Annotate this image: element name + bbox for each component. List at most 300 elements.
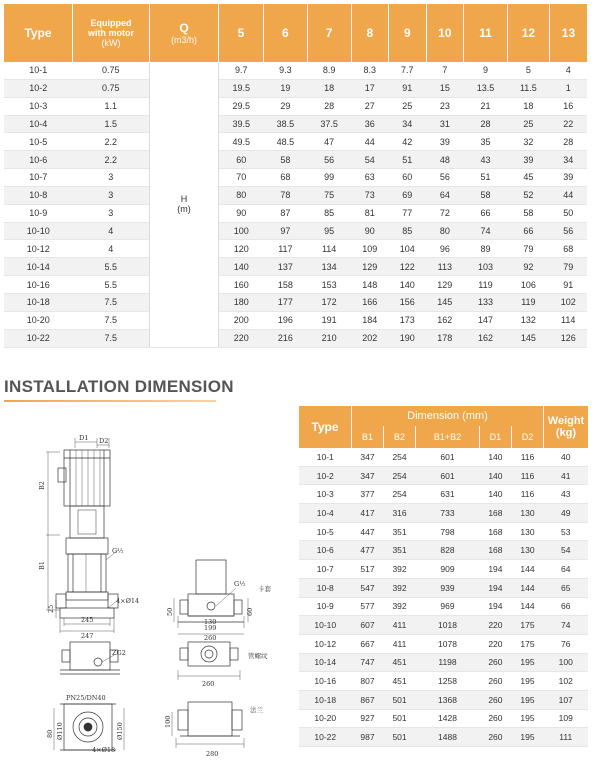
dim-cell-b1: 377: [352, 485, 384, 504]
perf-cell-head: 9.3: [264, 62, 308, 79]
perf-cell-motor: 7.5: [73, 311, 150, 329]
label-pn: PN25/DN40: [66, 694, 106, 702]
label-g-half2: G½: [234, 580, 246, 588]
installation-drawing: [0, 410, 295, 764]
perf-cell-type: 10-9: [4, 204, 73, 222]
perf-cell-head: 90: [219, 204, 264, 222]
dim-cell-d2: 130: [511, 522, 543, 541]
dim-cell-b2: 351: [384, 541, 416, 560]
q-unit: (m3/h): [170, 35, 197, 45]
dim-cell-b1b2: 828: [416, 541, 480, 560]
dim-cell-type: 10-2: [299, 466, 352, 485]
dim-cell-b1: 927: [352, 709, 384, 728]
perf-cell-head: 126: [549, 329, 587, 347]
perf-cell-head: 140: [389, 276, 427, 294]
perf-cell-head: 29: [264, 97, 308, 115]
dim-cell-d1: 168: [479, 522, 511, 541]
dim-cell-d2: 144: [511, 560, 543, 579]
dim-cell-b1b2: 939: [416, 578, 480, 597]
dim-cell-weight: 54: [544, 541, 589, 560]
dim-cell-type: 10-9: [299, 597, 352, 616]
dim-cell-d1: 194: [479, 578, 511, 597]
perf-cell-motor: 0.75: [73, 79, 150, 97]
perf-cell-head: 36: [351, 115, 389, 133]
dim-row: [299, 597, 588, 616]
dim-cell-b1: 667: [352, 634, 384, 653]
perf-cell-head: 58: [464, 186, 508, 204]
motor-line1: Equipped: [90, 18, 132, 28]
dim-cell-d2: 130: [511, 504, 543, 523]
label-flange: 法兰: [250, 706, 263, 714]
dim-cell-type: 10-3: [299, 485, 352, 504]
dim-cell-b1: 417: [352, 504, 384, 523]
dim-row: [299, 653, 588, 672]
perf-cell-head: 91: [549, 276, 587, 294]
dim-row: [299, 504, 588, 523]
perf-row: [4, 97, 587, 115]
perf-cell-head: 148: [351, 276, 389, 294]
perf-cell-head: 91: [389, 79, 427, 97]
dim-row: [299, 578, 588, 597]
dim-cell-b1b2: 1488: [416, 728, 480, 747]
perf-cell-head: 113: [426, 258, 464, 276]
perf-cell-head: 75: [307, 186, 351, 204]
perf-cell-head: 18: [507, 97, 549, 115]
perf-cell-motor: 3: [73, 204, 150, 222]
dim-cell-d1: 194: [479, 560, 511, 579]
perf-cell-head: 16: [549, 97, 587, 115]
perf-cell-head: 66: [507, 222, 549, 240]
perf-cell-type: 10-2: [4, 79, 73, 97]
perf-row: [4, 258, 587, 276]
dim-cell-b1: 987: [352, 728, 384, 747]
perf-cell-head: 119: [507, 293, 549, 311]
perf-row: [4, 293, 587, 311]
perf-cell-head: 25: [507, 115, 549, 133]
perf-row: [4, 276, 587, 294]
perf-cell-head: 132: [507, 311, 549, 329]
perf-header-q: [150, 4, 219, 62]
dim-cell-b1: 577: [352, 597, 384, 616]
dim-cell-type: 10-14: [299, 653, 352, 672]
dim-cell-weight: 74: [544, 616, 589, 635]
dim-cell-weight: 64: [544, 560, 589, 579]
perf-cell-head: 9.7: [219, 62, 264, 79]
perf-cell-head: 129: [426, 276, 464, 294]
perf-cell-head: 92: [507, 258, 549, 276]
perf-cell-motor: 0.75: [73, 62, 150, 79]
perf-cell-motor: 4: [73, 222, 150, 240]
dim-cell-d2: 175: [511, 634, 543, 653]
perf-cell-head: 15: [426, 79, 464, 97]
flow-header: 9: [389, 4, 427, 62]
perf-cell-type: 10-20: [4, 311, 73, 329]
perf-row: [4, 151, 587, 169]
perf-cell-head: 173: [389, 311, 427, 329]
label-g-half: G½: [112, 547, 124, 555]
perf-cell-motor: 3: [73, 169, 150, 187]
dim-cell-b1b2: 909: [416, 560, 480, 579]
dim-header-weight: [544, 406, 589, 448]
perf-cell-type: 10-22: [4, 329, 73, 347]
label-247: 247: [81, 632, 94, 640]
perf-cell-motor: 7.5: [73, 329, 150, 347]
dim-cell-type: 10-16: [299, 672, 352, 691]
dim-cell-b1: 347: [352, 448, 384, 466]
dim-col-d2: D2: [511, 426, 543, 448]
perf-cell-head: 64: [426, 186, 464, 204]
perf-cell-head: 27: [351, 97, 389, 115]
perf-cell-head: 28: [464, 115, 508, 133]
dim-row: [299, 728, 588, 747]
motor-unit: (kW): [101, 38, 121, 48]
flange-view: [54, 702, 244, 750]
dim-cell-b2: 451: [384, 672, 416, 691]
dim-cell-weight: 66: [544, 597, 589, 616]
dim-cell-b2: 254: [384, 466, 416, 485]
perf-cell-head: 106: [507, 276, 549, 294]
perf-cell-head: 102: [549, 293, 587, 311]
dim-cell-d2: 195: [511, 653, 543, 672]
dim-row: [299, 709, 588, 728]
perf-cell-head: 34: [549, 151, 587, 169]
perf-cell-head: 114: [549, 311, 587, 329]
perf-cell-type: 10-6: [4, 151, 73, 169]
perf-cell-type: 10-18: [4, 293, 73, 311]
dim-cell-type: 10-1: [299, 448, 352, 466]
perf-row: [4, 186, 587, 204]
h-label: H: [180, 194, 188, 205]
perf-cell-head: 60: [219, 151, 264, 169]
perf-cell-head: 60: [389, 169, 427, 187]
label-d1: D1: [79, 434, 89, 442]
perf-cell-head: 44: [351, 133, 389, 151]
dim-cell-type: 10-12: [299, 634, 352, 653]
perf-cell-head: 220: [219, 329, 264, 347]
dim-cell-d1: 168: [479, 541, 511, 560]
dim-cell-d2: 195: [511, 672, 543, 691]
perf-cell-head: 145: [426, 293, 464, 311]
dim-cell-weight: 49: [544, 504, 589, 523]
perf-cell-head: 147: [464, 311, 508, 329]
perf-cell-head: 38.5: [264, 115, 308, 133]
perf-cell-motor: 5.5: [73, 258, 150, 276]
dim-cell-weight: 100: [544, 653, 589, 672]
perf-cell-head: 56: [426, 169, 464, 187]
dim-cell-d2: 195: [511, 728, 543, 747]
label-110: Ø110: [56, 722, 64, 740]
label-union: 管螺纹: [248, 652, 268, 660]
motor-line2: with motor: [88, 28, 134, 38]
perf-cell-head: 43: [464, 151, 508, 169]
perf-row: [4, 79, 587, 97]
perf-cell-head: 160: [219, 276, 264, 294]
label-b1: B1: [38, 561, 46, 570]
perf-cell-head: 58: [264, 151, 308, 169]
perf-cell-head: 22: [549, 115, 587, 133]
perf-cell-head: 63: [351, 169, 389, 187]
dim-cell-type: 10-20: [299, 709, 352, 728]
section-underline: [4, 400, 216, 402]
perf-cell-head: 39: [507, 151, 549, 169]
dim-cell-d1: 194: [479, 597, 511, 616]
dim-cell-d1: 260: [479, 690, 511, 709]
perf-cell-head: 87: [264, 204, 308, 222]
label-zg2: ZG2: [112, 649, 126, 657]
perf-cell-head: 56: [307, 151, 351, 169]
dim-cell-d1: 260: [479, 672, 511, 691]
dim-cell-weight: 40: [544, 448, 589, 466]
perf-cell-head: 50: [549, 204, 587, 222]
perf-cell-head: 90: [351, 222, 389, 240]
perf-cell-head: 58: [507, 204, 549, 222]
performance-header-row: [4, 4, 587, 62]
perf-cell-head: 48.5: [264, 133, 308, 151]
perf-cell-head: 104: [389, 240, 427, 258]
dim-cell-d1: 140: [479, 485, 511, 504]
dim-cell-d2: 116: [511, 448, 543, 466]
dim-cell-b1b2: 969: [416, 597, 480, 616]
dim-cell-d1: 260: [479, 728, 511, 747]
dim-cell-b1: 517: [352, 560, 384, 579]
label-clamp: 卡套: [258, 585, 271, 593]
perf-cell-head: 8.9: [307, 62, 351, 79]
perf-cell-head: 29.5: [219, 97, 264, 115]
perf-cell-head: 96: [426, 240, 464, 258]
perf-cell-head: 66: [464, 204, 508, 222]
perf-cell-head: 23: [426, 97, 464, 115]
label-100: 100: [164, 715, 172, 728]
perf-cell-head: 35: [464, 133, 508, 151]
perf-cell-head: 52: [507, 186, 549, 204]
perf-cell-head: 119: [464, 276, 508, 294]
perf-cell-head: 79: [549, 258, 587, 276]
perf-cell-head: 11.5: [507, 79, 549, 97]
dim-cell-b2: 254: [384, 448, 416, 466]
dim-cell-type: 10-7: [299, 560, 352, 579]
flow-header: 8: [351, 4, 389, 62]
perf-cell-head: 190: [389, 329, 427, 347]
dim-cell-b1: 477: [352, 541, 384, 560]
dim-cell-weight: 111: [544, 728, 589, 747]
perf-cell-head: 120: [219, 240, 264, 258]
perf-cell-type: 10-5: [4, 133, 73, 151]
perf-cell-head: 180: [219, 293, 264, 311]
dim-row: [299, 634, 588, 653]
dim-cell-b1: 807: [352, 672, 384, 691]
perf-cell-head: 54: [351, 151, 389, 169]
perf-cell-motor: 3: [73, 186, 150, 204]
perf-cell-motor: 2.2: [73, 151, 150, 169]
dim-header-type: Type: [299, 406, 352, 448]
perf-row: [4, 329, 587, 347]
dim-cell-b1b2: 601: [416, 448, 480, 466]
perf-header-motor: [73, 4, 150, 62]
perf-cell-head: 166: [351, 293, 389, 311]
dim-col-b2: B2: [384, 426, 416, 448]
perf-cell-head: 56: [549, 222, 587, 240]
dim-header-dimension: Dimension (mm): [352, 406, 544, 426]
perf-cell-head: 68: [549, 240, 587, 258]
dim-cell-d2: 144: [511, 578, 543, 597]
dim-cell-type: 10-18: [299, 690, 352, 709]
label-260: 260: [204, 634, 217, 642]
perf-cell-head: 69: [389, 186, 427, 204]
flow-header: 13: [549, 4, 587, 62]
dim-cell-b2: 411: [384, 616, 416, 635]
dim-row: [299, 448, 588, 466]
perf-cell-head: 153: [307, 276, 351, 294]
dim-cell-b2: 392: [384, 578, 416, 597]
perf-cell-head: 45: [507, 169, 549, 187]
pump-elevation-view: [46, 438, 118, 633]
dim-cell-b1b2: 601: [416, 466, 480, 485]
dim-col-b1b2: B1+B2: [416, 426, 480, 448]
dim-cell-d1: 260: [479, 653, 511, 672]
dim-cell-b1: 867: [352, 690, 384, 709]
dim-cell-b1b2: 1018: [416, 616, 480, 635]
perf-row: [4, 240, 587, 258]
perf-cell-head: 191: [307, 311, 351, 329]
label-260b: 260: [202, 680, 215, 688]
q-label: Q: [179, 21, 189, 35]
dim-cell-type: 10-5: [299, 522, 352, 541]
perf-cell-head: 210: [307, 329, 351, 347]
perf-row: [4, 204, 587, 222]
perf-cell-head: 1: [549, 79, 587, 97]
dim-cell-d2: 116: [511, 466, 543, 485]
perf-cell-motor: 7.5: [73, 293, 150, 311]
dim-cell-d2: 195: [511, 690, 543, 709]
dim-cell-d1: 140: [479, 448, 511, 466]
flow-header: 6: [264, 4, 308, 62]
dim-cell-b1b2: 1078: [416, 634, 480, 653]
dim-cell-b1b2: 631: [416, 485, 480, 504]
perf-cell-head: 47: [307, 133, 351, 151]
perf-cell-head: 122: [389, 258, 427, 276]
perf-cell-head: 68: [264, 169, 308, 187]
label-60: 60: [246, 607, 254, 616]
perf-cell-head: 21: [464, 97, 508, 115]
perf-cell-head: 85: [307, 204, 351, 222]
perf-cell-head: 216: [264, 329, 308, 347]
perf-cell-head: 137: [264, 258, 308, 276]
perf-cell-head: 129: [351, 258, 389, 276]
dim-cell-d1: 168: [479, 504, 511, 523]
dim-cell-b1: 347: [352, 466, 384, 485]
dim-cell-type: 10-22: [299, 728, 352, 747]
perf-cell-head: 39: [426, 133, 464, 151]
label-d2: D2: [99, 437, 109, 445]
perf-cell-head: 134: [307, 258, 351, 276]
perf-cell-head: 99: [307, 169, 351, 187]
perf-cell-head: 49.5: [219, 133, 264, 151]
perf-cell-head: 19.5: [219, 79, 264, 97]
perf-cell-head: 4: [549, 62, 587, 79]
label-150: Ø150: [116, 722, 124, 740]
dim-row: [299, 466, 588, 485]
dim-cell-type: 10-8: [299, 578, 352, 597]
flow-header: 7: [307, 4, 351, 62]
label-245: 245: [81, 616, 94, 624]
perf-header-type: Type: [4, 4, 73, 62]
dim-cell-d1: 220: [479, 634, 511, 653]
perf-cell-head: 74: [464, 222, 508, 240]
label-280: 280: [206, 750, 219, 758]
dim-cell-d2: 195: [511, 709, 543, 728]
dim-cell-b2: 254: [384, 485, 416, 504]
flow-header: 12: [507, 4, 549, 62]
weight-label: Weight: [547, 415, 585, 427]
dim-col-b1: B1: [352, 426, 384, 448]
dim-row: [299, 485, 588, 504]
perf-cell-head: 103: [464, 258, 508, 276]
perf-cell-head: 13.5: [464, 79, 508, 97]
perf-cell-type: 10-14: [4, 258, 73, 276]
perf-cell-head: 156: [389, 293, 427, 311]
perf-cell-head: 17: [351, 79, 389, 97]
flow-header: 5: [219, 4, 264, 62]
perf-cell-head: 32: [507, 133, 549, 151]
perf-cell-head: 51: [389, 151, 427, 169]
perf-cell-head: 25: [389, 97, 427, 115]
dim-header-row-1: [299, 406, 588, 426]
dimension-table: [299, 406, 588, 747]
dim-cell-weight: 102: [544, 672, 589, 691]
perf-cell-h-label: [150, 62, 219, 347]
perf-cell-type: 10-4: [4, 115, 73, 133]
weight-unit: (kg): [555, 427, 577, 439]
perf-cell-head: 28: [307, 97, 351, 115]
dim-row: [299, 522, 588, 541]
perf-cell-head: 109: [351, 240, 389, 258]
perf-row: [4, 115, 587, 133]
dim-cell-b1: 607: [352, 616, 384, 635]
h-unit: (m): [177, 204, 191, 215]
flow-header: 11: [464, 4, 508, 62]
perf-row: [4, 311, 587, 329]
dim-cell-b1b2: 1258: [416, 672, 480, 691]
flow-header: 10: [426, 4, 464, 62]
dim-cell-weight: 76: [544, 634, 589, 653]
perf-cell-type: 10-8: [4, 186, 73, 204]
perf-cell-motor: 1.1: [73, 97, 150, 115]
perf-cell-head: 178: [426, 329, 464, 347]
dim-cell-weight: 65: [544, 578, 589, 597]
perf-cell-head: 85: [389, 222, 427, 240]
dim-cell-b2: 501: [384, 728, 416, 747]
perf-cell-head: 8.3: [351, 62, 389, 79]
dim-cell-b2: 501: [384, 690, 416, 709]
dim-cell-b2: 501: [384, 709, 416, 728]
dim-cell-b2: 411: [384, 634, 416, 653]
perf-cell-head: 79: [507, 240, 549, 258]
perf-cell-head: 184: [351, 311, 389, 329]
dim-cell-b1b2: 1198: [416, 653, 480, 672]
dim-cell-type: 10-4: [299, 504, 352, 523]
dim-cell-b1b2: 1428: [416, 709, 480, 728]
perf-cell-head: 89: [464, 240, 508, 258]
perf-cell-motor: 2.2: [73, 133, 150, 151]
perf-cell-head: 162: [464, 329, 508, 347]
dim-cell-d2: 144: [511, 597, 543, 616]
perf-cell-head: 37.5: [307, 115, 351, 133]
dim-cell-b2: 316: [384, 504, 416, 523]
dim-cell-b1: 747: [352, 653, 384, 672]
thread-union-view: [60, 642, 240, 680]
dim-cell-d2: 130: [511, 541, 543, 560]
perf-cell-head: 133: [464, 293, 508, 311]
